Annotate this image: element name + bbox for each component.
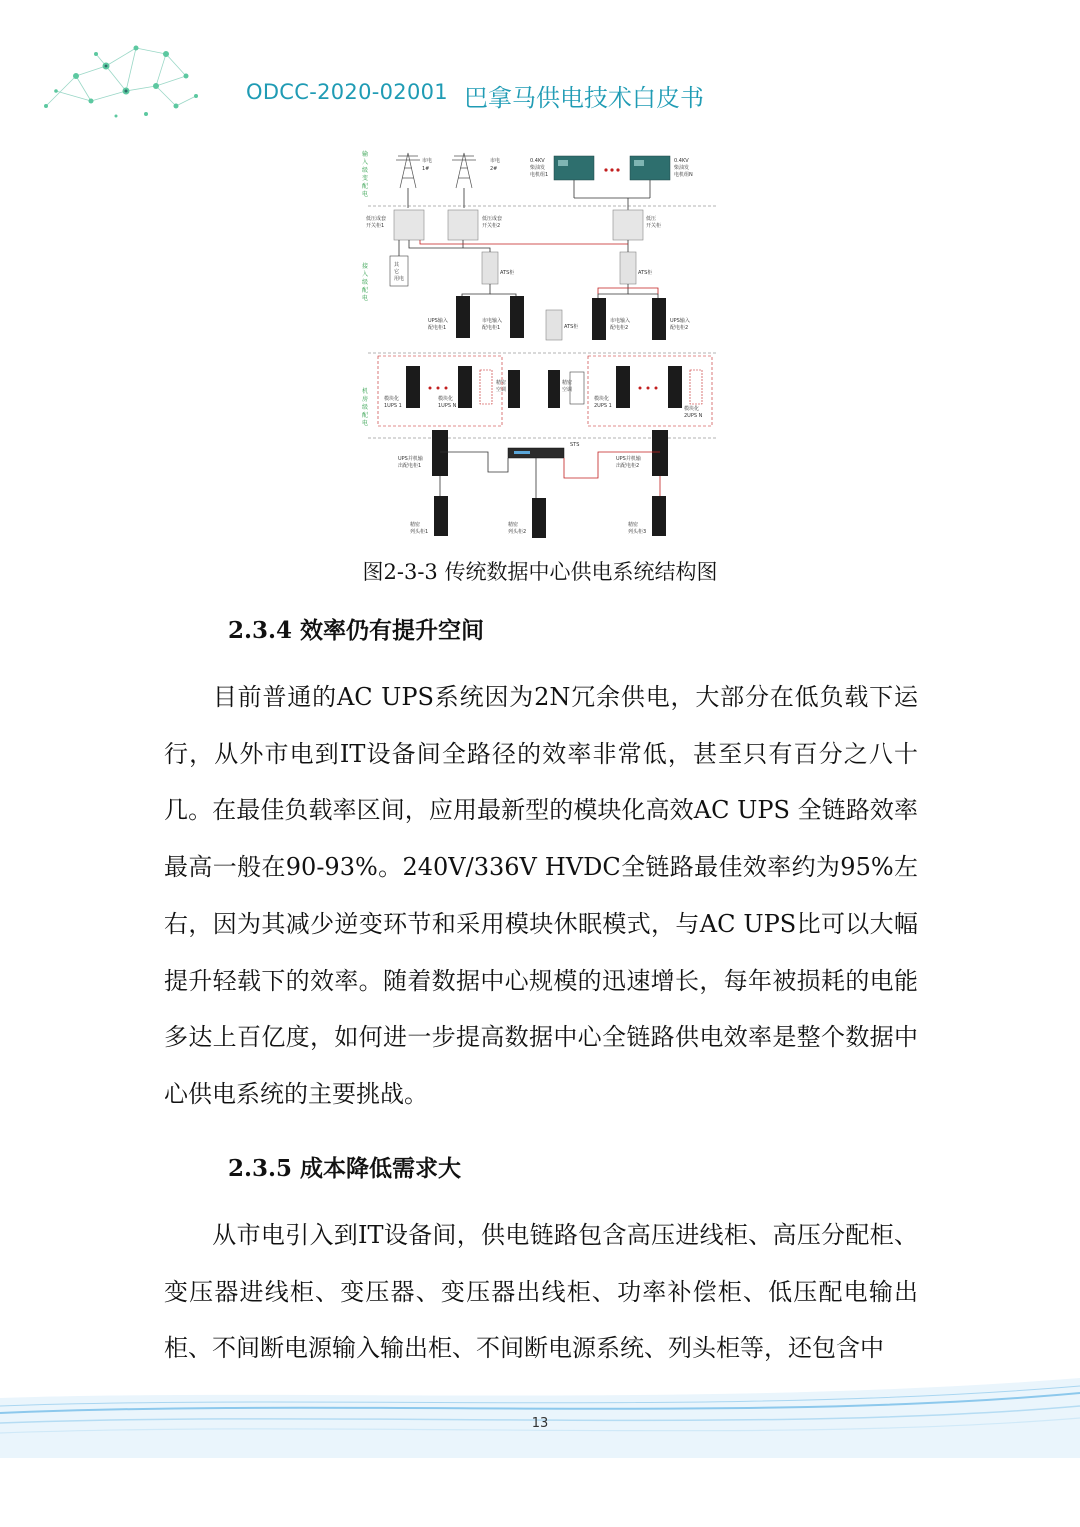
svg-text:配电柜1: 配电柜1: [482, 325, 501, 331]
svg-text:入: 入: [362, 159, 369, 166]
figure-caption: 图2-3-3 传统数据中心供电系统结构图: [362, 560, 718, 584]
svg-text:电: 电: [362, 191, 369, 198]
section-paragraph-2-3-4: [164, 669, 918, 1123]
svg-text:柴油发: 柴油发: [674, 165, 690, 171]
svg-text:UPS输入: UPS输入: [428, 318, 448, 324]
svg-text:开关柜2: 开关柜2: [482, 223, 501, 229]
svg-text:精密: 精密: [562, 380, 573, 386]
svg-text:用电: 用电: [394, 276, 405, 282]
svg-text:1UPS 1: 1UPS 1: [384, 403, 402, 409]
svg-text:模块化: 模块化: [384, 396, 400, 402]
svg-text:空调: 空调: [562, 387, 573, 393]
svg-text:模块化: 模块化: [438, 396, 454, 402]
svg-text:变: 变: [362, 175, 369, 182]
svg-text:级: 级: [362, 279, 369, 286]
svg-text:配电柜2: 配电柜2: [670, 325, 689, 331]
page-number: 13: [531, 1416, 549, 1431]
svg-text:列头柜3: 列头柜3: [628, 529, 647, 535]
svg-text:机: 机: [362, 388, 369, 395]
svg-text:配: 配: [362, 183, 369, 190]
svg-text:列头柜1: 列头柜1: [410, 529, 429, 535]
svg-text:级: 级: [362, 167, 369, 174]
svg-text:2UPS N: 2UPS N: [684, 413, 703, 419]
svg-text:配电柜1: 配电柜1: [428, 325, 447, 331]
svg-text:配电柜2: 配电柜2: [610, 325, 629, 331]
svg-text:市电输入: 市电输入: [482, 318, 503, 324]
svg-text:STS: STS: [570, 442, 580, 448]
svg-text:精密: 精密: [628, 522, 639, 528]
document-title: 巴拿马供电技术白皮书: [464, 84, 704, 112]
svg-text:电: 电: [362, 420, 369, 427]
svg-text:输: 输: [362, 151, 369, 158]
svg-text:其: 其: [394, 262, 400, 268]
svg-text:低压: 低压: [646, 216, 657, 222]
svg-text:柴油发: 柴油发: [530, 165, 546, 171]
svg-text:0.4KV: 0.4KV: [530, 158, 545, 164]
svg-text:2#: 2#: [490, 166, 498, 172]
svg-text:出配电柜1: 出配电柜1: [398, 463, 422, 469]
svg-text:它: 它: [394, 269, 400, 275]
svg-text:电机组N: 电机组N: [674, 172, 693, 178]
svg-text:精密: 精密: [508, 522, 519, 528]
svg-text:ATS柜: ATS柜: [564, 324, 579, 330]
svg-text:2UPS 1: 2UPS 1: [594, 403, 612, 409]
section-paragraph-2-3-5: [164, 1207, 918, 1377]
svg-text:列头柜2: 列头柜2: [508, 529, 527, 535]
network-logo-icon: [36, 36, 206, 126]
svg-text:配: 配: [362, 287, 369, 294]
svg-text:模块化: 模块化: [684, 406, 700, 412]
svg-text:开关柜: 开关柜: [646, 223, 662, 229]
svg-text:UPS输入: UPS输入: [670, 318, 690, 324]
svg-text:UPS并机输: UPS并机输: [398, 456, 423, 462]
section-heading-2-3-5: 2.3.5 成本降低需求大: [228, 1155, 462, 1182]
svg-text:级: 级: [362, 404, 369, 411]
svg-text:市电输入: 市电输入: [610, 318, 631, 324]
paragraph-text: 从市电引入到IT设备间，供电链路包含高压进线柜、高压分配柜、变压器进线柜、变压器、变压器出线柜、功率补偿柜、低压配电输出柜、不间断电源输入输出柜、不间断电源系统、列头柜等，还包含中: [164, 1221, 918, 1363]
paragraph-text: 目前普通的AC UPS系统因为2N冗余供电，大部分在低负载下运行，从外市电到IT设备间全路径的效率非常低，甚至只有百分之八十几。在最佳负载率区间，应用最新型的模块化高效AC UPS 全链路效率最高一般在90-93%。240V/336V HVDC全链路最佳效率约为95%左右，因为其减少逆变环节和采用模块休眠模式，与AC UPS比可以大幅提升轻载下的效率。随着数据中心规模的迅速增长，每年被损耗的电能多达上百亿度，如何进一步提高数据中心全链路供电效率是整个数据中心供电系统的主要挑战。: [164, 683, 918, 1108]
power-system-diagram: [358, 148, 720, 544]
svg-text:开关柜1: 开关柜1: [366, 223, 385, 229]
svg-text:ATS柜: ATS柜: [500, 270, 515, 276]
svg-text:ATS柜: ATS柜: [638, 270, 653, 276]
svg-text:UPS并机输: UPS并机输: [616, 456, 641, 462]
svg-text:精密: 精密: [410, 522, 421, 528]
svg-text:出配电柜2: 出配电柜2: [616, 463, 640, 469]
svg-text:0.4KV: 0.4KV: [674, 158, 689, 164]
svg-text:配: 配: [362, 412, 369, 419]
svg-text:电: 电: [362, 295, 369, 302]
section-heading-2-3-4: 2.3.4 效率仍有提升空间: [228, 617, 485, 644]
svg-text:1UPS N: 1UPS N: [438, 403, 457, 409]
svg-text:入: 入: [362, 271, 369, 278]
svg-text:接: 接: [362, 263, 369, 270]
svg-text:房: 房: [362, 396, 369, 403]
document-id: ODCC-2020-02001: [246, 80, 448, 104]
svg-text:精密: 精密: [496, 380, 507, 386]
svg-text:1#: 1#: [422, 166, 430, 172]
svg-text:市电: 市电: [490, 158, 501, 164]
svg-text:模块化: 模块化: [594, 396, 610, 402]
svg-text:电机组1: 电机组1: [530, 172, 549, 178]
svg-text:低压成套: 低压成套: [482, 216, 503, 222]
svg-text:低压成套: 低压成套: [366, 216, 387, 222]
footer-wave-decoration: [0, 1368, 1080, 1458]
svg-text:空调: 空调: [496, 387, 507, 393]
svg-text:市电: 市电: [422, 158, 433, 164]
